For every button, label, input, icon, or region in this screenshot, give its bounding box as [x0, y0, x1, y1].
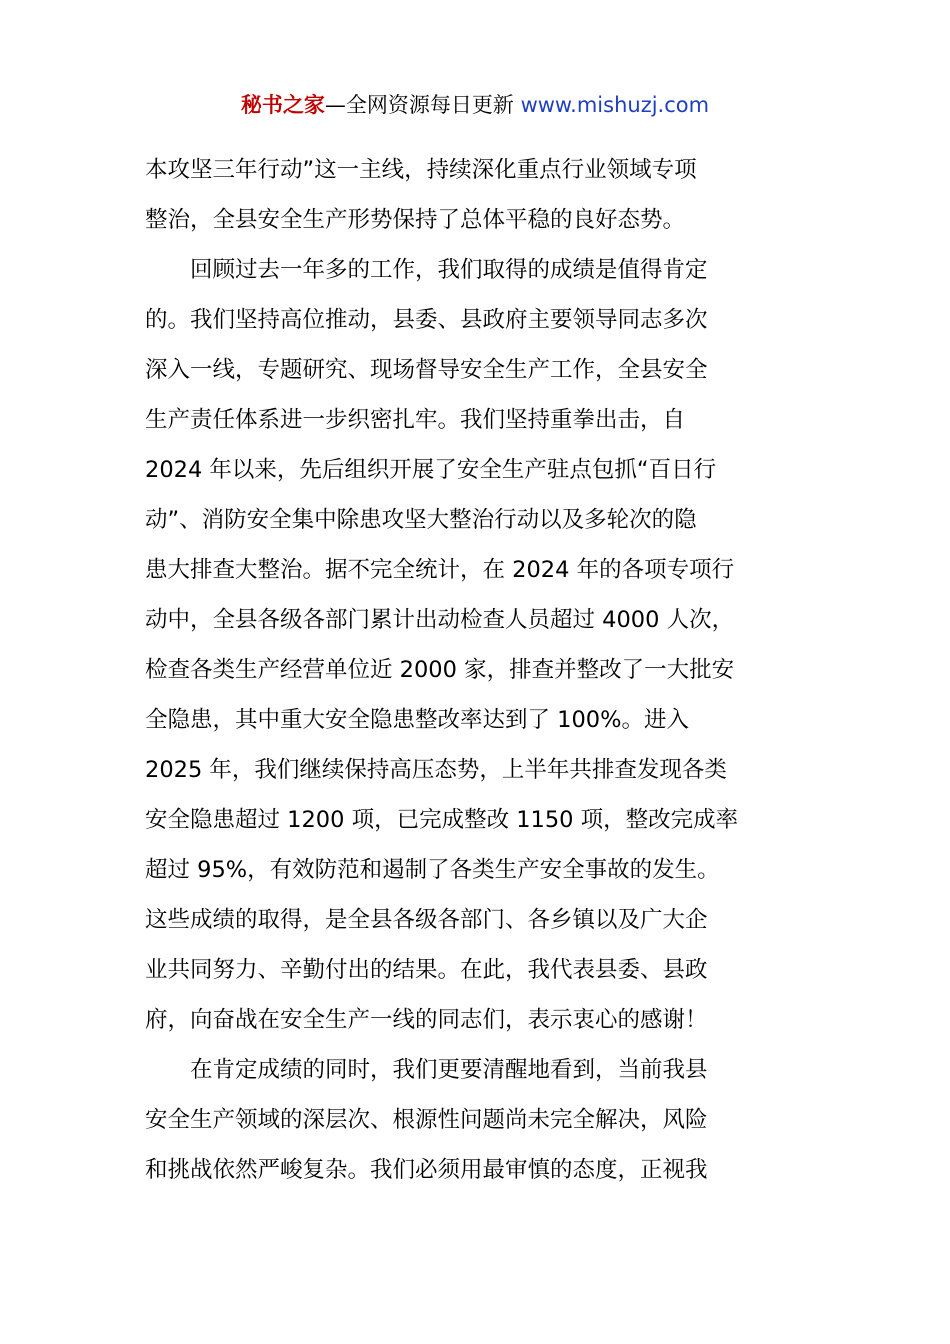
- text-line: 回顾过去一年多的工作，我们取得的成绩是值得肯定: [190, 257, 708, 283]
- site-url-link[interactable]: www.mishuzj.com: [520, 93, 710, 117]
- text-line: 的。我们坚持高位推动，县委、县政府主要领导同志多次: [145, 307, 708, 333]
- text-line: 深入一线，专题研究、现场督导安全生产工作，全县安全: [145, 357, 708, 383]
- page-header: [0, 88, 950, 122]
- text-line: 全隐患，其中重大安全隐患整改率达到了 100%。进入: [145, 707, 689, 733]
- text-line: 超过 95%，有效防范和遏制了各类生产安全事故的发生。: [145, 857, 720, 883]
- text-line: 在肯定成绩的同时，我们更要清醒地看到，当前我县: [190, 1057, 708, 1083]
- text-line: 府，向奋战在安全生产一线的同志们，表示衷心的感谢！: [145, 1007, 708, 1033]
- text-line: 检查各类生产经营单位近 2000 家，排查并整改了一大批安: [145, 657, 735, 683]
- text-line: 本攻坚三年行动”这一主线，持续深化重点行业领域专项: [145, 157, 697, 183]
- header-tagline: —全网资源每日更新: [324, 93, 514, 117]
- text-line: 整治，全县安全生产形势保持了总体平稳的良好态势。: [145, 207, 686, 233]
- text-line: 动中，全县各级各部门累计出动检查人员超过 4000 人次，: [145, 607, 735, 633]
- text-line: 业共同努力、辛勤付出的结果。在此，我代表县委、县政: [145, 957, 708, 983]
- text-line: 动”、消防安全集中除患攻坚大整治行动以及多轮次的隐: [145, 507, 697, 533]
- brand-name: 秘书之家: [240, 93, 325, 117]
- document-body: [145, 145, 805, 1195]
- text-line: 和挑战依然严峻复杂。我们必须用最审慎的态度，正视我: [145, 1157, 708, 1183]
- text-line: 安全隐患超过 1200 项，已完成整改 1150 项，整改完成率: [145, 807, 739, 833]
- text-line: 2025 年，我们继续保持高压态势，上半年共排查发现各类: [145, 757, 727, 783]
- text-line: 患大排查大整治。据不完全统计，在 2024 年的各项专项行: [145, 557, 735, 583]
- text-line: 生产责任体系进一步织密扎牢。我们坚持重拳出击，自: [145, 407, 686, 433]
- text-line: 这些成绩的取得，是全县各级各部门、各乡镇以及广大企: [145, 907, 708, 933]
- text-line: 安全生产领域的深层次、根源性问题尚未完全解决，风险: [145, 1107, 708, 1133]
- text-line: 2024 年以来，先后组织开展了安全生产驻点包抓“百日行: [145, 457, 717, 483]
